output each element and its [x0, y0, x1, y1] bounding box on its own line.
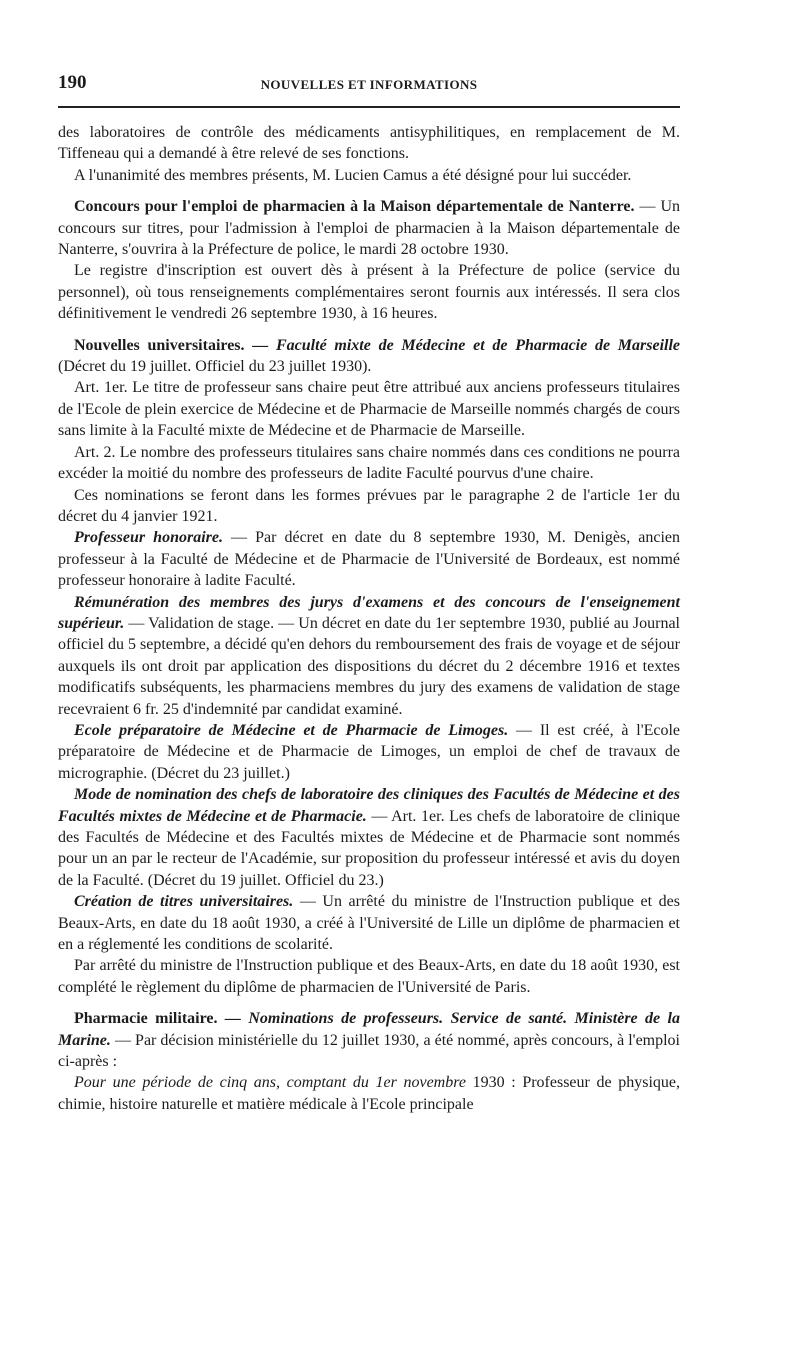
paragraph: Par arrêté du ministre de l'Instruction publique et des Beaux-Arts, en date du 18 août 1930, est complété le règlement du diplôme de pharmacien de l'Université de Paris.	[58, 957, 680, 996]
section-nanterre: Concours pour l'emploi de pharmacien à la Maison départementale de Nanterre. — Un concours sur titres, pour l'admission à l'emploi de pharmacien à la Maison départementale de Nanterre, s'ouvrira à la Préfecture de police, le mardi 28 octobre 1930.	[58, 198, 681, 259]
section-subheading: Mode de nomination des chefs de laboratoire des cliniques des Facultés de Médecine et des Facultés mixtes de Médecine et de Pharmacie.	[58, 786, 680, 825]
section-subheading: — Faculté mixte de Médecine et de Pharmacie de Marseille	[244, 336, 681, 354]
section-heading: Nouvelles universitaires.	[74, 336, 245, 354]
body-text	[58, 122, 680, 1115]
section-subheading: Professeur honoraire.	[74, 529, 223, 547]
paragraph: Mode de nomination des chefs de laboratoire des cliniques des Facultés de Médecine et des Facultés mixtes de Médecine et de Pharmacie. — Art. 1er. Les chefs de laboratoire de clinique des Facultés de Médecine et des Facultés mixtes de Médecine et de Pharmacie sont nommés pour un an par le recteur de l'Académie, sur proposition du professeur intéressé et avis du doyen de la Faculté. (Décret du 19 juillet. Officiel du 23.)	[58, 786, 681, 889]
paragraph: Le registre d'inscription est ouvert dès à présent à la Préfecture de police (service du personnel), où tous renseignements complémentaires seront fournis aux intéressés. Il sera clos définitivement le vendredi 26 septembre 1930, à 16 heures.	[58, 262, 680, 323]
section-subheading: Création de titres universitaires.	[74, 893, 294, 911]
section-subheading: Rémunération des membres des jurys d'examens et des concours de l'enseignement supérieur.	[58, 593, 680, 632]
document-page	[58, 70, 680, 1115]
section-heading: Concours pour l'emploi de pharmacien à la Maison départementale de Nanterre.	[74, 198, 635, 216]
paragraph: des laboratoires de contrôle des médicaments antisyphilitiques, en remplacement de M. Tiffeneau qui a demandé à être relevé de ses fonctions.	[58, 124, 680, 163]
section-universitaires: Nouvelles universitaires. — Faculté mixte de Médecine et de Pharmacie de Marseille (Décret du 19 juillet. Officiel du 23 juillet 1930).	[58, 336, 681, 376]
paragraph: Professeur honoraire. — Par décret en date du 8 septembre 1930, M. Denigès, ancien professeur à la Faculté de Médecine et de Pharmacie de l'Université de Bordeaux, est nommé professeur honoraire à ladite Faculté.	[58, 529, 681, 590]
paragraph: Pour une période de cinq ans, comptant du 1er novembre 1930 : Professeur de physique, chimie, histoire naturelle et matière médicale à l'Ecole principale	[58, 1074, 681, 1113]
paragraph: Ces nominations se feront dans les formes prévues par le paragraphe 2 de l'article 1er du décret du 4 janvier 1921.	[58, 486, 680, 525]
paragraph: Ecole préparatoire de Médecine et de Pharmacie de Limoges. — Il est créé, à l'Ecole préparatoire de Médecine et de Pharmacie de Limoges, un emploi de chef de travaux de micrographie. (Décret du 23 juillet.)	[58, 721, 681, 782]
section-subheading: Ecole préparatoire de Médecine et de Pharmacie de Limoges.	[74, 721, 509, 739]
section-pharmacie-militaire: Pharmacie militaire. — Nominations de professeurs. Service de santé. Ministère de la Marine. — Par décision ministérielle du 12 juillet 1930, a été nommé, après concours, à l'emploi ci-après :	[58, 1010, 681, 1071]
header-rule	[58, 106, 680, 108]
section-subheading: — Nominations de professeurs. Service de santé. Ministère de la Marine.	[58, 1010, 681, 1049]
paragraph: Création de titres universitaires. — Un arrêté du ministre de l'Instruction publique et des Beaux-Arts, en date du 18 août 1930, a créé à l'Université de Lille un diplôme de pharmacien et en a réglementé les conditions de scolarité.	[58, 893, 680, 954]
section-heading: Pharmacie militaire.	[74, 1010, 218, 1028]
paragraph: A l'unanimité des membres présents, M. Lucien Camus a été désigné pour lui succéder.	[74, 166, 632, 184]
page-header	[58, 70, 680, 100]
running-title: NOUVELLES ET INFORMATIONS	[260, 77, 478, 92]
paragraph-lead: Pour une période de cinq ans, comptant du 1er novembre	[74, 1074, 466, 1092]
paragraph: Rémunération des membres des jurys d'examens et des concours de l'enseignement supérieur. — Validation de stage. — Un décret en date du 1er septembre 1930, publié au Journal officiel du 5 septembre, a décidé qu'en dehors du remboursement des frais de voyage et de séjour auxquels ils ont droit par application des dispositions du décret du 2 décembre 1916 et textes modificatifs subséquents, les pharmaciens membres du jury des examens de validation de stage recevraient 6 fr. 25 d'indemnité par candidat examiné.	[58, 593, 680, 718]
paragraph: Art. 2. Le nombre des professeurs titulaires sans chaire nommés dans ces conditions ne pourra excéder la moitié du nombre des professeurs de ladite Faculté pourvus d'une chaire.	[58, 443, 680, 483]
paragraph: Art. 1er. Le titre de professeur sans chaire peut être attribué aux anciens professeurs titulaires de l'Ecole de plein exercice de Médecine et de Pharmacie de Marseille nommés chargés de cours sans limite à la Faculté mixte de Médecine et de Pharmacie de Marseille.	[58, 379, 680, 440]
page-number: 190	[58, 72, 87, 93]
